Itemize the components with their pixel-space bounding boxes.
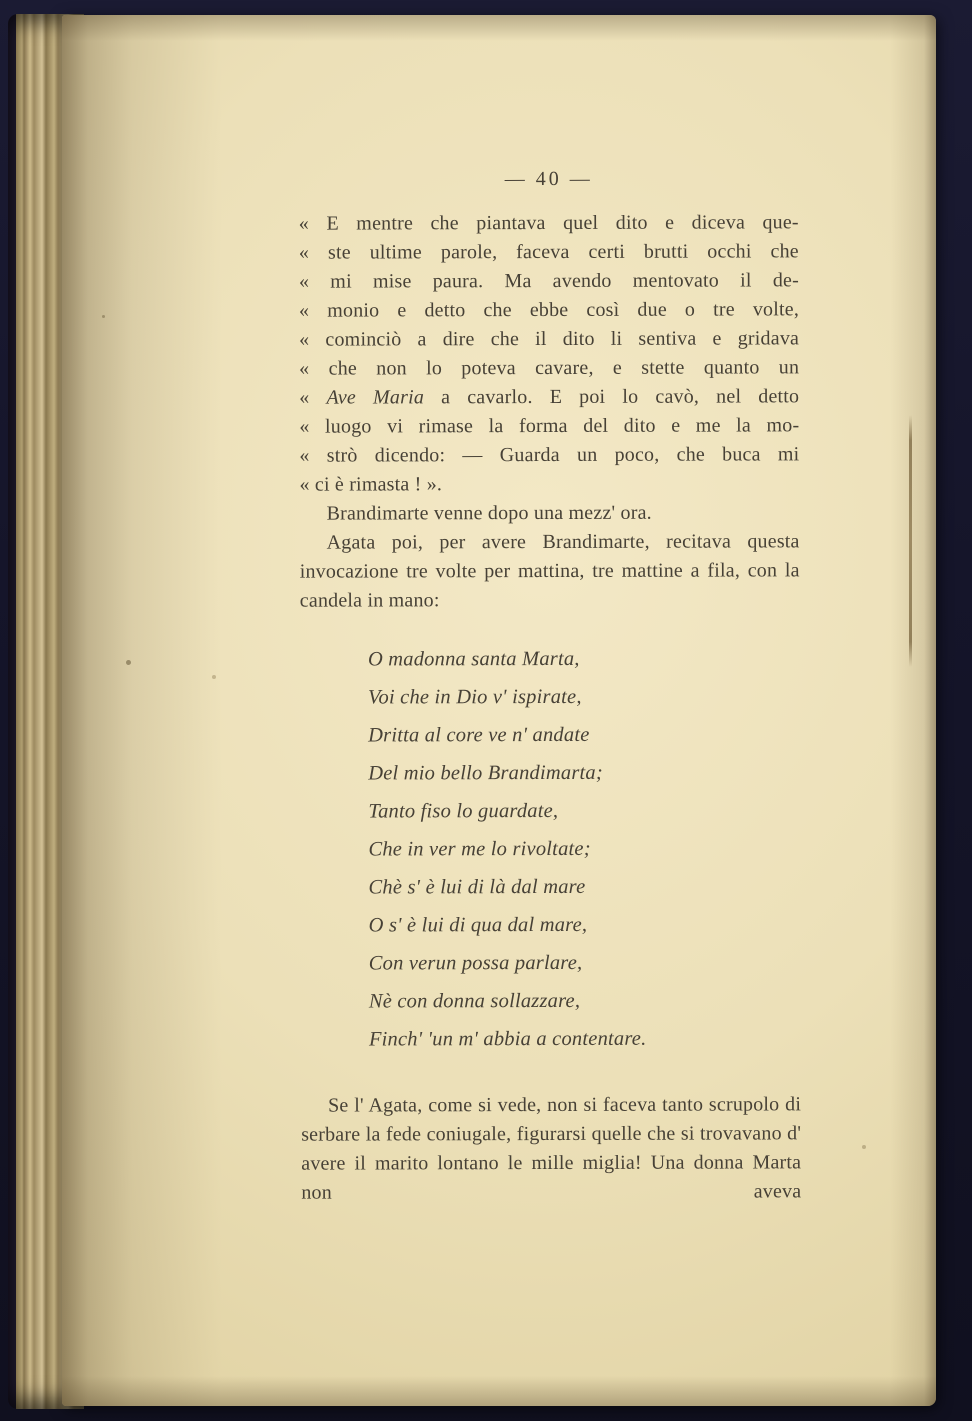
paper-speck xyxy=(862,1145,866,1149)
poem-line: Nè con donna sollazzare, xyxy=(368,989,581,1013)
quote-line-rest: a cavarlo. E poi lo cavò, nel detto xyxy=(423,385,800,409)
quote-line: « mi mise paura. Ma avendo mentovato il de- xyxy=(298,269,799,293)
poem-line: Finch' 'un m' abbia a contentare. xyxy=(368,1027,647,1051)
quote-line: « che non lo poteva cavare, e stette quanto un xyxy=(299,356,800,380)
book-page xyxy=(62,15,936,1406)
page-number: — 40 — xyxy=(504,167,593,191)
paragraph-closing: Se l' Agata, come si vede, non si faceva tanto scrupolo di serbare la fede coniugale, figurarsi quelle che si trovavano d' avere il marito lontano le mille miglia! Una donna Marta non aveva xyxy=(301,1093,802,1204)
page-text-block xyxy=(299,164,802,1207)
quote-line-ave-maria xyxy=(299,382,799,412)
paper-speck xyxy=(126,660,131,665)
poem-line: Con verun possa parlare, xyxy=(368,951,583,975)
quoted-paragraph xyxy=(299,208,800,499)
quote-line-italic: Ave Maria xyxy=(326,386,425,409)
paragraph-agata: Agata poi, per avere Brandimarte, recitava questa invocazione tre volte per mattina, tre mattine a fila, con la candela in mano: xyxy=(299,530,800,612)
poem-line: O s' è lui di qua dal mare, xyxy=(368,913,588,937)
quote-line: « luogo vi rimase la forma del dito e me la mo- xyxy=(299,414,800,438)
bottom-edge-shadow xyxy=(62,1376,936,1406)
quote-line-prefix: « xyxy=(299,386,327,409)
poem-line: Dritta al core ve n' andate xyxy=(368,723,590,747)
quote-line: « cominciò a dire che il dito li sentiva e gridava xyxy=(299,327,800,351)
binding-thread xyxy=(909,415,912,667)
poem-line: Che in ver me lo rivoltate; xyxy=(368,837,591,861)
poem-line: Voi che in Dio v' ispirate, xyxy=(368,685,582,709)
poem-line: Del mio bello Brandimarta; xyxy=(368,761,603,785)
poem-line: Tanto fiso lo guardate, xyxy=(368,799,559,823)
quote-line: « monio e detto che ebbe così due o tre volte, xyxy=(298,298,800,322)
quote-line: « ci è rimasta ! ». xyxy=(299,473,443,496)
paper-speck xyxy=(212,675,216,679)
poem-line: Chè s' è lui di là dal mare xyxy=(368,875,586,899)
quote-line: « ste ultime parole, faceva certi brutti occhi che xyxy=(298,240,799,264)
right-edge-shadow xyxy=(890,15,936,1406)
poem-invocation xyxy=(368,639,801,1058)
paper-speck xyxy=(102,315,105,318)
quote-line: « E mentre che piantava quel dito e diceva que- xyxy=(298,211,799,235)
gutter-shadow xyxy=(62,15,222,1406)
paragraph-brandimarte: Brandimarte venne dopo una mezz' ora. xyxy=(326,501,652,525)
top-edge-shadow xyxy=(62,15,936,41)
quote-line: « strò dicendo: — Guarda un poco, che buca mi xyxy=(299,443,800,467)
poem-line: O madonna santa Marta, xyxy=(367,647,580,671)
